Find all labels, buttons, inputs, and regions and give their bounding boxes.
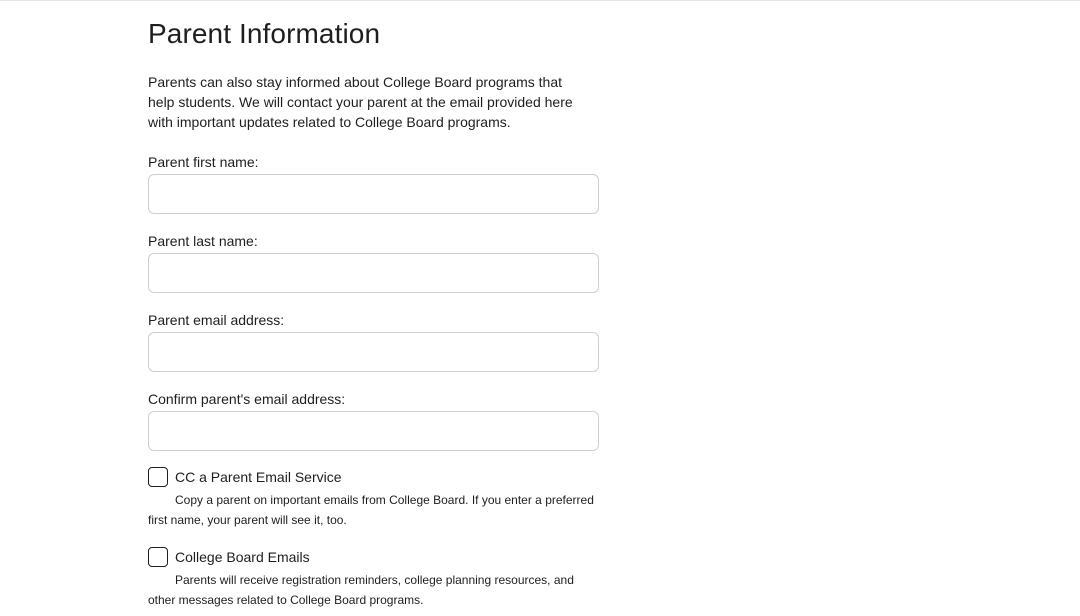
parent-last-name-label: Parent last name: [148,233,258,249]
parent-last-name-field [148,232,599,293]
parent-email-input[interactable] [148,332,599,372]
parent-last-name-input[interactable] [148,253,599,293]
page-title: Parent Information [148,18,381,49]
parent-email-label: Parent email address: [148,312,285,328]
confirm-parent-email-label: Confirm parent's email address: [148,391,346,407]
college-board-emails-row [148,546,604,568]
college-board-emails-checkbox[interactable] [148,547,168,567]
parent-first-name-label: Parent first name: [148,154,259,170]
cc-parent-label[interactable]: CC a Parent Email Service [175,469,342,485]
cc-parent-checkbox[interactable] [148,467,168,487]
college-board-emails-label[interactable]: College Board Emails [175,549,310,565]
top-divider [0,0,1080,1]
cc-parent-option [148,466,604,530]
parent-first-name-field [148,153,599,214]
parent-email-field [148,311,599,372]
college-board-emails-description: Parents will receive registration reminders, college planning resources, and other messages related to College Board programs. [148,573,574,607]
parent-first-name-input[interactable] [148,174,599,214]
cc-parent-row [148,466,604,488]
college-board-emails-option [148,546,604,610]
confirm-parent-email-input[interactable] [148,411,599,451]
intro-text: Parents can also stay informed about College Board programs that help students. We will contact your parent at the email provided here with important updates related to College Board programs. [148,74,573,130]
confirm-parent-email-field [148,390,599,451]
cc-parent-description: Copy a parent on important emails from College Board. If you enter a preferred first name, your parent will see it, too. [148,493,594,527]
